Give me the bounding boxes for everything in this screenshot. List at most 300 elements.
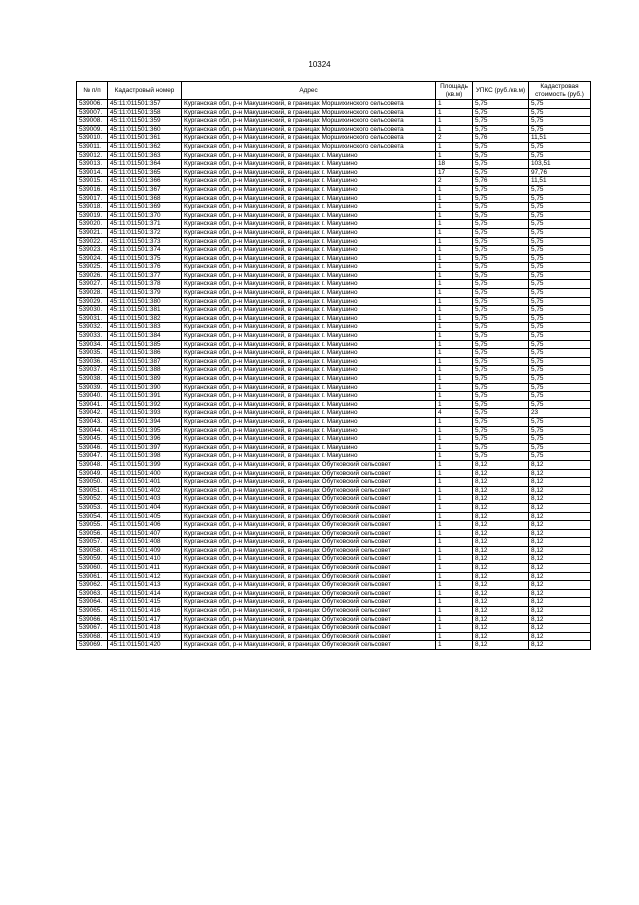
- cell-cadastral-number: 45:11:011501:396: [108, 435, 182, 444]
- cell-cadastral-value: 5,75: [529, 297, 591, 306]
- cell-upks: 5,76: [473, 134, 529, 143]
- cell-index: 539046.: [77, 443, 108, 452]
- cell-cadastral-value: 5,75: [529, 220, 591, 229]
- cell-cadastral-value: 5,75: [529, 142, 591, 151]
- cell-cadastral-value: 8,12: [529, 478, 591, 487]
- cell-cadastral-number: 45:11:011501:395: [108, 426, 182, 435]
- cell-upks: 8,12: [473, 581, 529, 590]
- cell-address: Курганская обл, р-н Макушинский, в границах г. Макушино: [182, 160, 436, 169]
- cell-upks: 5,75: [473, 314, 529, 323]
- cell-upks: 8,12: [473, 503, 529, 512]
- cell-index: 539061.: [77, 572, 108, 581]
- cell-index: 539053.: [77, 503, 108, 512]
- cell-upks: 8,12: [473, 632, 529, 641]
- cell-cadastral-value: 8,12: [529, 503, 591, 512]
- cell-index: 539056.: [77, 529, 108, 538]
- cell-cadastral-value: 5,75: [529, 400, 591, 409]
- cell-area: 1: [436, 100, 473, 109]
- cell-cadastral-number: 45:11:011501:385: [108, 340, 182, 349]
- cell-upks: 8,12: [473, 486, 529, 495]
- table-row: [77, 125, 591, 134]
- cell-address: Курганская обл, р-н Макушинский, в границах г. Макушино: [182, 263, 436, 272]
- cell-address: Курганская обл, р-н Макушинский, в границах г. Макушино: [182, 383, 436, 392]
- table-row: [77, 564, 591, 573]
- cell-address: Курганская обл, р-н Макушинский, в границах Обутковский сельсовет: [182, 572, 436, 581]
- cell-cadastral-value: 5,75: [529, 246, 591, 255]
- cell-cadastral-value: 8,12: [529, 615, 591, 624]
- cell-upks: 5,75: [473, 185, 529, 194]
- cell-area: 1: [436, 469, 473, 478]
- table-row: [77, 581, 591, 590]
- cell-index: 539020.: [77, 220, 108, 229]
- cell-area: 1: [436, 417, 473, 426]
- cell-cadastral-value: 5,75: [529, 100, 591, 109]
- cell-upks: 5,75: [473, 228, 529, 237]
- cell-index: 539024.: [77, 254, 108, 263]
- cell-index: 539068.: [77, 632, 108, 641]
- table-row: [77, 228, 591, 237]
- cell-upks: 5,75: [473, 340, 529, 349]
- cell-upks: 5,76: [473, 177, 529, 186]
- cell-area: 2: [436, 134, 473, 143]
- cell-index: 539008.: [77, 117, 108, 126]
- cell-area: 1: [436, 332, 473, 341]
- cadastral-table: [76, 81, 591, 650]
- cell-index: 539017.: [77, 194, 108, 203]
- table-row: [77, 297, 591, 306]
- cell-upks: 8,12: [473, 521, 529, 530]
- cell-cadastral-value: 97,76: [529, 168, 591, 177]
- cell-cadastral-value: 23: [529, 409, 591, 418]
- cell-area: 1: [436, 142, 473, 151]
- cell-cadastral-value: 5,75: [529, 108, 591, 117]
- cell-cadastral-value: 5,75: [529, 125, 591, 134]
- cell-upks: 5,75: [473, 409, 529, 418]
- cell-cadastral-value: 8,12: [529, 529, 591, 538]
- cell-area: 1: [436, 323, 473, 332]
- cell-area: 1: [436, 314, 473, 323]
- cell-area: 1: [436, 220, 473, 229]
- cell-area: 1: [436, 194, 473, 203]
- cell-upks: 5,75: [473, 125, 529, 134]
- cell-index: 539065.: [77, 607, 108, 616]
- cell-cadastral-number: 45:11:011501:381: [108, 306, 182, 315]
- table-row: [77, 632, 591, 641]
- cell-address: Курганская обл, р-н Макушинский, в границах Обутковский сельсовет: [182, 607, 436, 616]
- header-index: № п/п: [77, 82, 108, 100]
- cell-address: Курганская обл, р-н Макушинский, в границах г. Макушино: [182, 254, 436, 263]
- table-row: [77, 220, 591, 229]
- cell-address: Курганская обл, р-н Макушинский, в границах г. Макушино: [182, 289, 436, 298]
- cell-upks: 5,75: [473, 203, 529, 212]
- cell-area: 1: [436, 271, 473, 280]
- cell-upks: 5,75: [473, 383, 529, 392]
- cell-cadastral-number: 45:11:011501:413: [108, 581, 182, 590]
- cell-area: 1: [436, 615, 473, 624]
- table-row: [77, 486, 591, 495]
- cell-address: Курганская обл, р-н Макушинский, в границах г. Макушино: [182, 271, 436, 280]
- table-row: [77, 392, 591, 401]
- cell-cadastral-number: 45:11:011501:415: [108, 598, 182, 607]
- cell-cadastral-value: 8,12: [529, 598, 591, 607]
- cell-area: 1: [436, 598, 473, 607]
- cell-index: 539044.: [77, 426, 108, 435]
- cell-upks: 5,75: [473, 100, 529, 109]
- cell-cadastral-number: 45:11:011501:410: [108, 555, 182, 564]
- cell-upks: 5,75: [473, 160, 529, 169]
- cell-cadastral-number: 45:11:011501:384: [108, 332, 182, 341]
- cell-address: Курганская обл, р-н Макушинский, в границах Обутковский сельсовет: [182, 632, 436, 641]
- table-row: [77, 615, 591, 624]
- table-row: [77, 151, 591, 160]
- cell-cadastral-number: 45:11:011501:372: [108, 228, 182, 237]
- table-row: [77, 142, 591, 151]
- cell-address: Курганская обл, р-н Макушинский, в границах г. Макушино: [182, 220, 436, 229]
- cell-upks: 8,12: [473, 598, 529, 607]
- table-row: [77, 598, 591, 607]
- cell-index: 539016.: [77, 185, 108, 194]
- cell-address: Курганская обл, р-н Макушинский, в границах Обутковский сельсовет: [182, 538, 436, 547]
- cell-address: Курганская обл, р-н Макушинский, в границах г. Макушино: [182, 323, 436, 332]
- cell-area: 1: [436, 117, 473, 126]
- cell-area: 1: [436, 495, 473, 504]
- cell-index: 539021.: [77, 228, 108, 237]
- cell-cadastral-value: 8,12: [529, 460, 591, 469]
- cell-index: 539028.: [77, 289, 108, 298]
- cell-cadastral-value: 8,12: [529, 624, 591, 633]
- cell-cadastral-number: 45:11:011501:359: [108, 117, 182, 126]
- cell-upks: 5,75: [473, 151, 529, 160]
- table-row: [77, 624, 591, 633]
- cell-area: 1: [436, 366, 473, 375]
- cell-upks: 5,75: [473, 375, 529, 384]
- cell-index: 539055.: [77, 521, 108, 530]
- cell-address: Курганская обл, р-н Макушинский, в границах Обутковский сельсовет: [182, 564, 436, 573]
- cell-index: 539011.: [77, 142, 108, 151]
- cell-cadastral-value: 5,75: [529, 271, 591, 280]
- cell-address: Курганская обл, р-н Макушинский, в границах г. Макушино: [182, 375, 436, 384]
- cell-cadastral-number: 45:11:011501:371: [108, 220, 182, 229]
- cell-address: Курганская обл, р-н Макушинский, в границах г. Макушино: [182, 400, 436, 409]
- cell-cadastral-number: 45:11:011501:386: [108, 349, 182, 358]
- cell-address: Курганская обл, р-н Макушинский, в границах г. Макушино: [182, 417, 436, 426]
- cell-area: 1: [436, 297, 473, 306]
- cell-area: 18: [436, 160, 473, 169]
- cell-index: 539012.: [77, 151, 108, 160]
- cell-cadastral-number: 45:11:011501:357: [108, 100, 182, 109]
- cell-upks: 5,75: [473, 108, 529, 117]
- cell-cadastral-number: 45:11:011501:403: [108, 495, 182, 504]
- table-row: [77, 546, 591, 555]
- cell-index: 539054.: [77, 512, 108, 521]
- cell-upks: 5,75: [473, 349, 529, 358]
- cell-cadastral-number: 45:11:011501:405: [108, 512, 182, 521]
- cell-area: 1: [436, 125, 473, 134]
- cell-area: 1: [436, 452, 473, 461]
- table-row: [77, 323, 591, 332]
- cell-cadastral-number: 45:11:011501:409: [108, 546, 182, 555]
- cell-address: Курганская обл, р-н Макушинский, в границах г. Макушино: [182, 306, 436, 315]
- cell-cadastral-number: 45:11:011501:398: [108, 452, 182, 461]
- cell-area: 1: [436, 503, 473, 512]
- table-row: [77, 426, 591, 435]
- table-row: [77, 641, 591, 650]
- cell-upks: 5,75: [473, 400, 529, 409]
- cell-cadastral-value: 8,12: [529, 632, 591, 641]
- cell-address: Курганская обл, р-н Макушинский, в границах г. Макушино: [182, 357, 436, 366]
- table-row: [77, 237, 591, 246]
- cell-cadastral-number: 45:11:011501:378: [108, 280, 182, 289]
- cell-area: 1: [436, 512, 473, 521]
- cell-index: 539049.: [77, 469, 108, 478]
- cell-address: Курганская обл, р-н Макушинский, в границах Обутковский сельсовет: [182, 478, 436, 487]
- cell-index: 539038.: [77, 375, 108, 384]
- cell-address: Курганская обл, р-н Макушинский, в границах Обутковский сельсовет: [182, 503, 436, 512]
- table-row: [77, 529, 591, 538]
- cell-index: 539045.: [77, 435, 108, 444]
- cell-cadastral-number: 45:11:011501:376: [108, 263, 182, 272]
- cell-address: Курганская обл, р-н Макушинский, в границах г. Макушино: [182, 452, 436, 461]
- table-row: [77, 452, 591, 461]
- cell-cadastral-number: 45:11:011501:364: [108, 160, 182, 169]
- cell-address: Курганская обл, р-н Макушинский, в границах Обутковский сельсовет: [182, 460, 436, 469]
- cell-cadastral-value: 8,12: [529, 564, 591, 573]
- cell-upks: 5,75: [473, 443, 529, 452]
- cell-area: 1: [436, 375, 473, 384]
- cell-index: 539033.: [77, 332, 108, 341]
- cell-index: 539036.: [77, 357, 108, 366]
- cell-index: 539030.: [77, 306, 108, 315]
- cell-cadastral-number: 45:11:011501:401: [108, 478, 182, 487]
- cell-area: 1: [436, 357, 473, 366]
- cell-address: Курганская обл, р-н Макушинский, в границах г. Макушино: [182, 151, 436, 160]
- cell-upks: 5,75: [473, 357, 529, 366]
- cell-cadastral-number: 45:11:011501:377: [108, 271, 182, 280]
- cell-area: 1: [436, 581, 473, 590]
- cell-area: 1: [436, 564, 473, 573]
- cell-area: 1: [436, 443, 473, 452]
- cell-area: 2: [436, 177, 473, 186]
- cell-cadastral-value: 8,12: [529, 469, 591, 478]
- table-row: [77, 443, 591, 452]
- cell-upks: 5,75: [473, 246, 529, 255]
- cell-index: 539031.: [77, 314, 108, 323]
- table-row: [77, 271, 591, 280]
- cell-area: 1: [436, 237, 473, 246]
- table-row: [77, 117, 591, 126]
- cell-index: 539048.: [77, 460, 108, 469]
- table-row: [77, 400, 591, 409]
- cell-upks: 8,12: [473, 589, 529, 598]
- cell-upks: 8,12: [473, 615, 529, 624]
- cell-area: 1: [436, 280, 473, 289]
- cell-cadastral-number: 45:11:011501:380: [108, 297, 182, 306]
- cell-cadastral-value: 8,12: [529, 538, 591, 547]
- cell-upks: 5,75: [473, 271, 529, 280]
- cell-area: 1: [436, 392, 473, 401]
- cell-address: Курганская обл, р-н Макушинский, в границах г. Макушино: [182, 246, 436, 255]
- cell-address: Курганская обл, р-н Макушинский, в границах г. Макушино: [182, 435, 436, 444]
- cell-address: Курганская обл, р-н Макушинский, в границах г. Макушино: [182, 185, 436, 194]
- cell-cadastral-value: 8,12: [529, 581, 591, 590]
- cell-index: 539063.: [77, 589, 108, 598]
- cell-index: 539058.: [77, 546, 108, 555]
- table-row: [77, 314, 591, 323]
- cell-address: Курганская обл, р-н Макушинский, в границах г. Макушино: [182, 392, 436, 401]
- cell-cadastral-number: 45:11:011501:379: [108, 289, 182, 298]
- header-area: Площадь (кв.м): [436, 82, 473, 100]
- cell-area: 4: [436, 409, 473, 418]
- cell-upks: 5,75: [473, 426, 529, 435]
- cell-cadastral-number: 45:11:011501:382: [108, 314, 182, 323]
- cell-index: 539035.: [77, 349, 108, 358]
- cell-cadastral-number: 45:11:011501:402: [108, 486, 182, 495]
- cell-cadastral-number: 45:11:011501:394: [108, 417, 182, 426]
- table-row: [77, 572, 591, 581]
- cell-cadastral-value: 5,75: [529, 237, 591, 246]
- cell-cadastral-number: 45:11:011501:370: [108, 211, 182, 220]
- cell-address: Курганская обл, р-н Макушинский, в границах г. Макушино: [182, 228, 436, 237]
- cell-cadastral-number: 45:11:011501:368: [108, 194, 182, 203]
- table-row: [77, 607, 591, 616]
- cell-cadastral-number: 45:11:011501:358: [108, 108, 182, 117]
- cell-upks: 8,12: [473, 641, 529, 650]
- cell-cadastral-number: 45:11:011501:383: [108, 323, 182, 332]
- cell-upks: 8,12: [473, 624, 529, 633]
- table-row: [77, 435, 591, 444]
- cell-cadastral-number: 45:11:011501:363: [108, 151, 182, 160]
- cell-upks: 8,12: [473, 572, 529, 581]
- cell-cadastral-number: 45:11:011501:408: [108, 538, 182, 547]
- cell-cadastral-number: 45:11:011501:367: [108, 185, 182, 194]
- cell-cadastral-number: 45:11:011501:391: [108, 392, 182, 401]
- cell-cadastral-number: 45:11:011501:418: [108, 624, 182, 633]
- cell-cadastral-value: 5,75: [529, 228, 591, 237]
- cell-upks: 5,75: [473, 263, 529, 272]
- cell-address: Курганская обл, р-н Макушинский, в границах Моршихинского сельсовета: [182, 117, 436, 126]
- cell-cadastral-value: 5,75: [529, 263, 591, 272]
- cell-index: 539059.: [77, 555, 108, 564]
- cell-cadastral-number: 45:11:011501:400: [108, 469, 182, 478]
- cell-cadastral-value: 8,12: [529, 555, 591, 564]
- cell-address: Курганская обл, р-н Макушинский, в границах Обутковский сельсовет: [182, 589, 436, 598]
- cell-area: 1: [436, 546, 473, 555]
- cell-cadastral-number: 45:11:011501:420: [108, 641, 182, 650]
- cell-upks: 5,75: [473, 452, 529, 461]
- cell-area: 1: [436, 641, 473, 650]
- cell-cadastral-value: 8,12: [529, 546, 591, 555]
- cell-cadastral-value: 5,75: [529, 314, 591, 323]
- cell-cadastral-value: 8,12: [529, 486, 591, 495]
- cell-index: 539023.: [77, 246, 108, 255]
- cell-index: 539018.: [77, 203, 108, 212]
- cell-cadastral-number: 45:11:011501:362: [108, 142, 182, 151]
- cell-index: 539041.: [77, 400, 108, 409]
- cell-cadastral-number: 45:11:011501:360: [108, 125, 182, 134]
- cell-address: Курганская обл, р-н Макушинский, в границах Моршихинского сельсовета: [182, 134, 436, 143]
- cell-index: 539034.: [77, 340, 108, 349]
- cell-address: Курганская обл, р-н Макушинский, в границах Обутковский сельсовет: [182, 598, 436, 607]
- cell-cadastral-number: 45:11:011501:419: [108, 632, 182, 641]
- cell-upks: 5,75: [473, 211, 529, 220]
- table-row: [77, 589, 591, 598]
- header-upks: УПКС (руб./кв.м): [473, 82, 529, 100]
- cell-cadastral-number: 45:11:011501:414: [108, 589, 182, 598]
- cell-cadastral-value: 5,75: [529, 194, 591, 203]
- cell-area: 1: [436, 589, 473, 598]
- cell-upks: 5,75: [473, 142, 529, 151]
- cell-index: 539057.: [77, 538, 108, 547]
- cell-index: 539013.: [77, 160, 108, 169]
- cell-address: Курганская обл, р-н Макушинский, в границах г. Макушино: [182, 426, 436, 435]
- cell-cadastral-number: 45:11:011501:393: [108, 409, 182, 418]
- cell-cadastral-value: 5,75: [529, 306, 591, 315]
- cell-address: Курганская обл, р-н Макушинский, в границах г. Макушино: [182, 366, 436, 375]
- cell-address: Курганская обл, р-н Макушинский, в границах Обутковский сельсовет: [182, 641, 436, 650]
- cell-index: 539015.: [77, 177, 108, 186]
- table-row: [77, 349, 591, 358]
- table-row: [77, 512, 591, 521]
- cell-cadastral-number: 45:11:011501:404: [108, 503, 182, 512]
- cell-address: Курганская обл, р-н Макушинский, в границах г. Макушино: [182, 203, 436, 212]
- cell-cadastral-value: 5,75: [529, 332, 591, 341]
- cell-address: Курганская обл, р-н Макушинский, в границах Моршихинского сельсовета: [182, 108, 436, 117]
- cell-area: 1: [436, 624, 473, 633]
- cell-cadastral-value: 5,75: [529, 289, 591, 298]
- cell-cadastral-value: 5,75: [529, 443, 591, 452]
- cell-index: 539064.: [77, 598, 108, 607]
- table-header-row: [77, 82, 591, 100]
- cell-index: 539025.: [77, 263, 108, 272]
- cell-cadastral-number: 45:11:011501:399: [108, 460, 182, 469]
- cell-upks: 8,12: [473, 564, 529, 573]
- cell-area: 1: [436, 340, 473, 349]
- cell-address: Курганская обл, р-н Макушинский, в границах Обутковский сельсовет: [182, 581, 436, 590]
- cell-area: 1: [436, 211, 473, 220]
- cell-index: 539067.: [77, 624, 108, 633]
- cell-index: 539007.: [77, 108, 108, 117]
- cell-cadastral-number: 45:11:011501:412: [108, 572, 182, 581]
- cell-upks: 5,75: [473, 254, 529, 263]
- cell-cadastral-number: 45:11:011501:390: [108, 383, 182, 392]
- cell-cadastral-value: 8,12: [529, 521, 591, 530]
- cell-area: 1: [436, 151, 473, 160]
- cell-cadastral-value: 5,75: [529, 340, 591, 349]
- cell-address: Курганская обл, р-н Макушинский, в границах г. Макушино: [182, 211, 436, 220]
- cell-address: Курганская обл, р-н Макушинский, в границах Моршихинского сельсовета: [182, 142, 436, 151]
- cell-cadastral-number: 45:11:011501:365: [108, 168, 182, 177]
- cell-upks: 8,12: [473, 607, 529, 616]
- cell-cadastral-value: 5,75: [529, 426, 591, 435]
- cell-index: 539019.: [77, 211, 108, 220]
- cell-cadastral-value: 103,51: [529, 160, 591, 169]
- cell-area: 1: [436, 185, 473, 194]
- table-row: [77, 503, 591, 512]
- cell-cadastral-value: 8,12: [529, 641, 591, 650]
- cell-index: 539009.: [77, 125, 108, 134]
- header-cadastral-value: Кадастровая стоимость (руб.): [529, 82, 591, 100]
- cell-address: Курганская обл, р-н Макушинский, в границах Обутковский сельсовет: [182, 469, 436, 478]
- cell-index: 539069.: [77, 641, 108, 650]
- cell-upks: 8,12: [473, 478, 529, 487]
- table-row: [77, 375, 591, 384]
- cell-cadastral-number: 45:11:011501:417: [108, 615, 182, 624]
- cell-cadastral-value: 8,12: [529, 495, 591, 504]
- cell-upks: 5,75: [473, 306, 529, 315]
- cell-index: 539060.: [77, 564, 108, 573]
- cell-index: 539006.: [77, 100, 108, 109]
- cell-address: Курганская обл, р-н Макушинский, в границах г. Макушино: [182, 332, 436, 341]
